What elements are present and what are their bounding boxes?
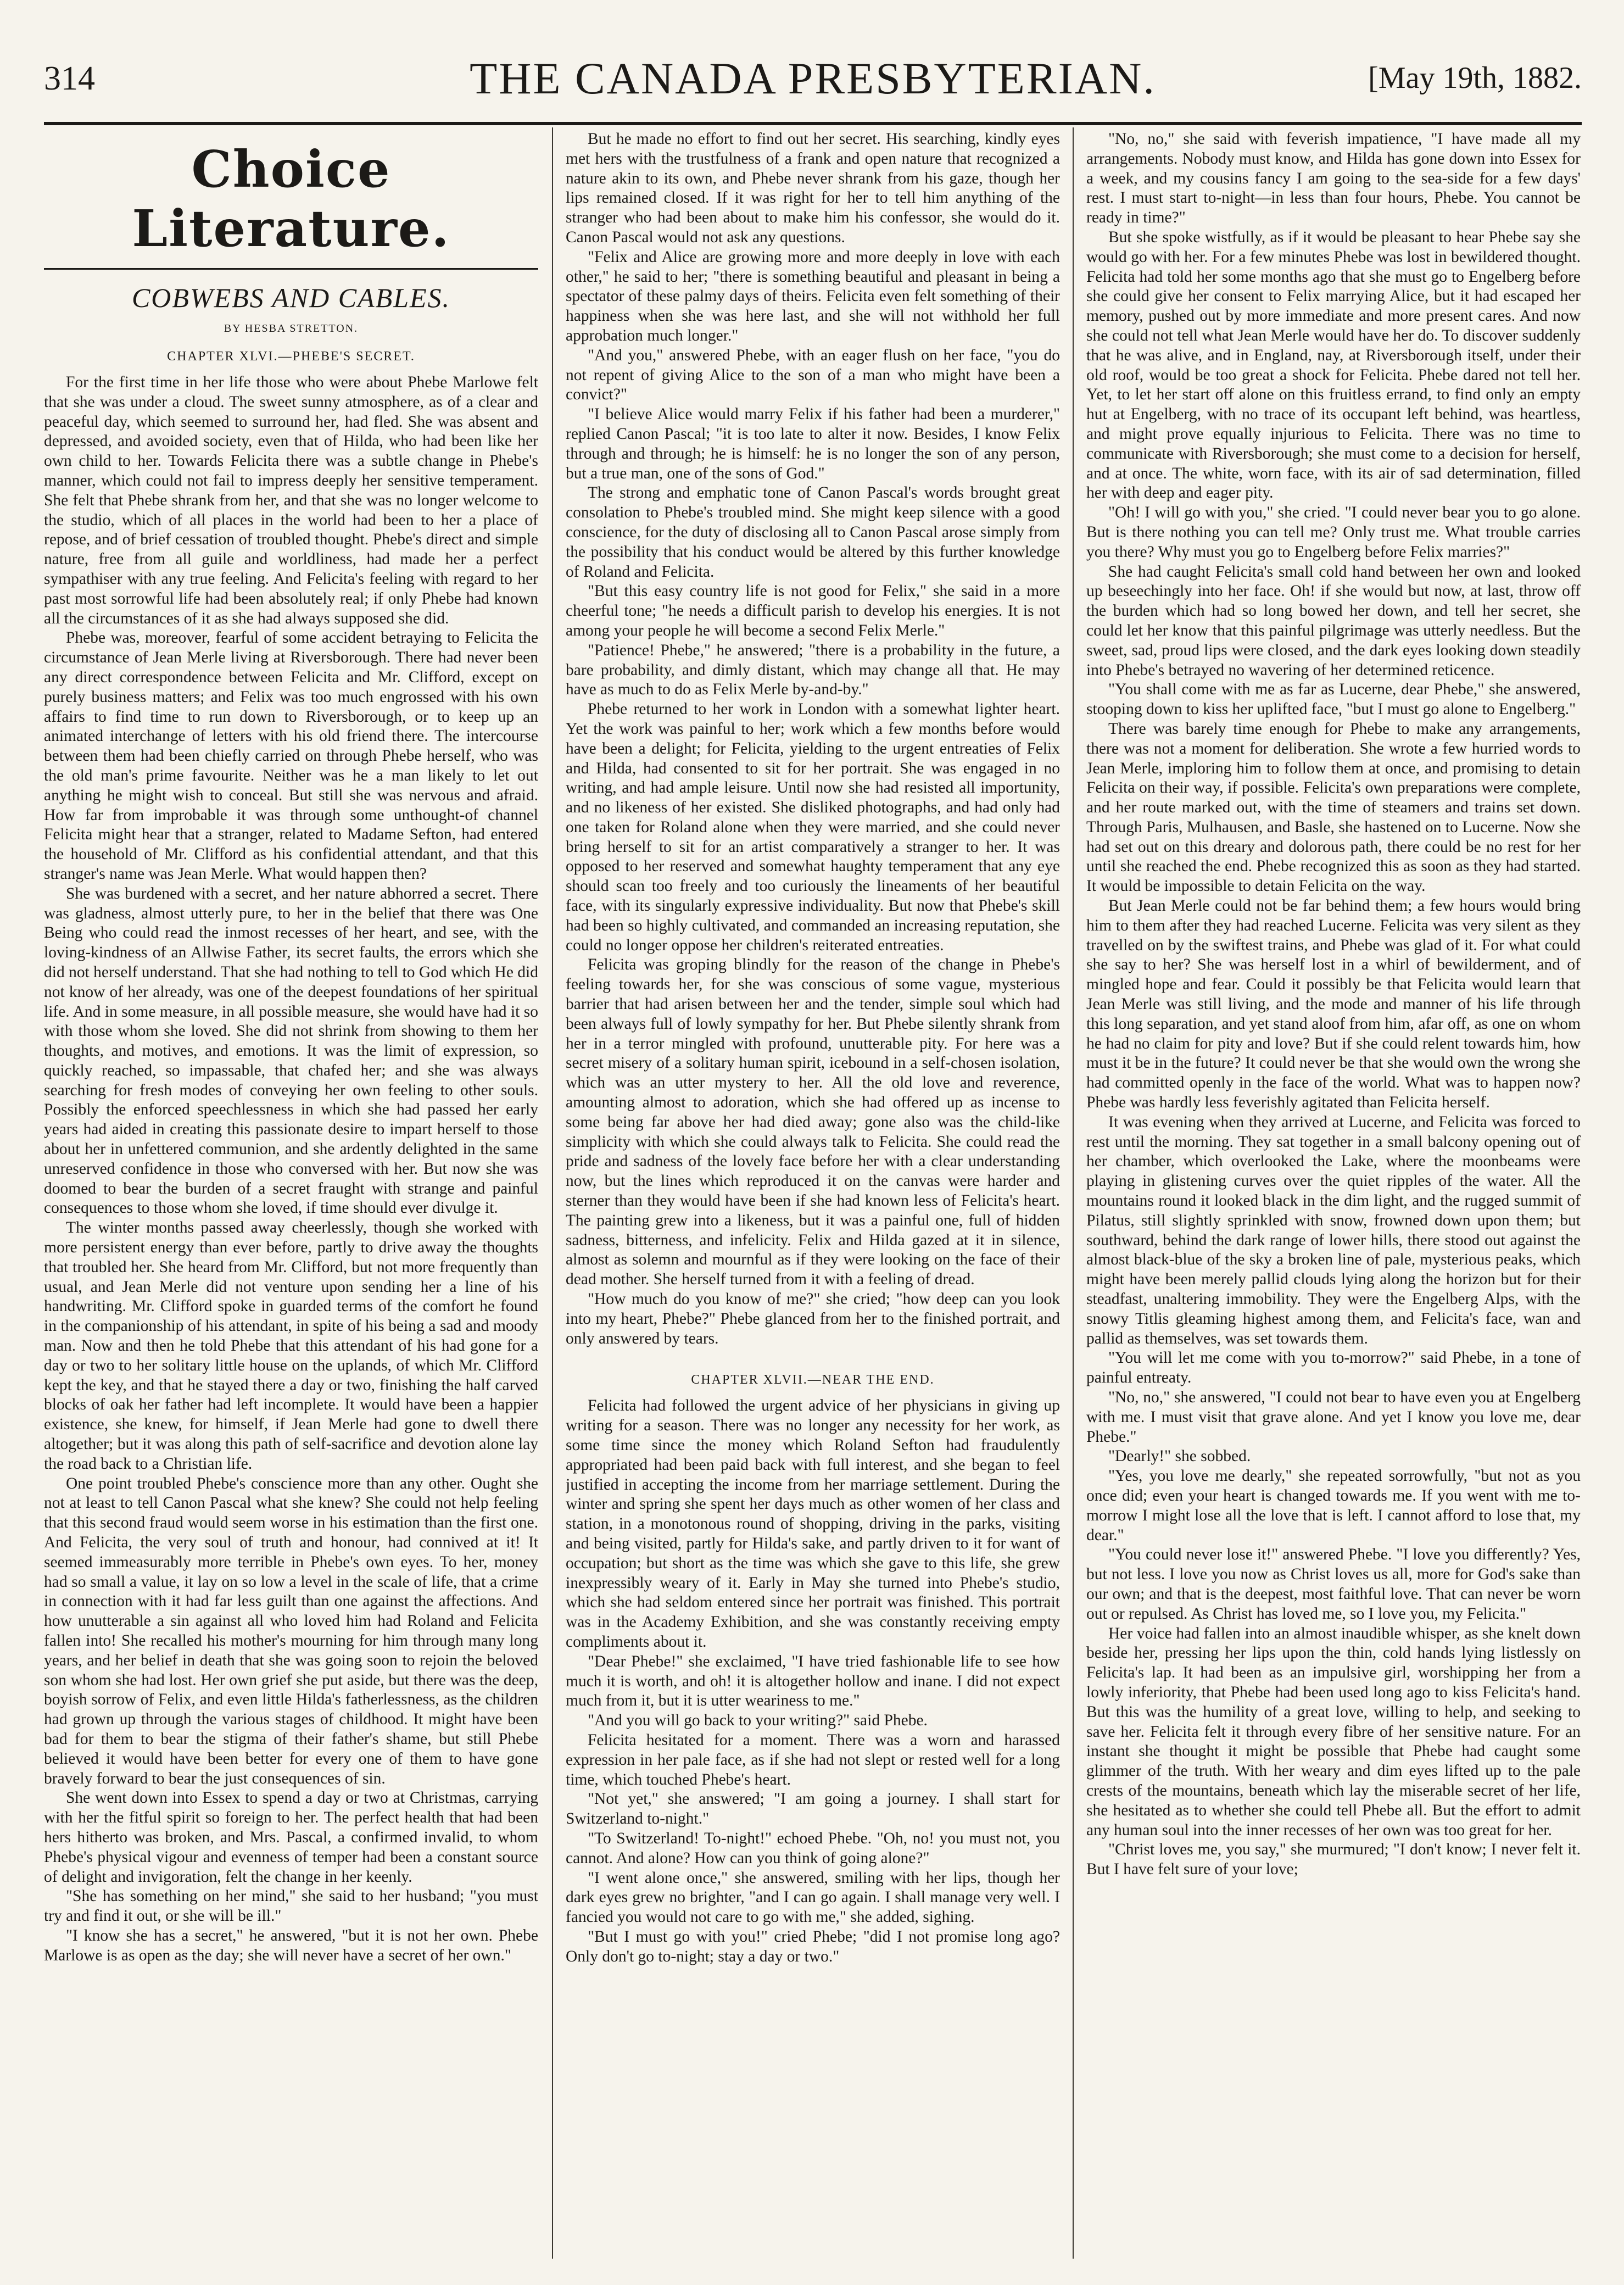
paragraph: Felicita hesitated for a moment. There was a worn and harassed expression in her pale face, as if she had not slept or rested well for a long time, which touched Phebe's heart. [566,1731,1060,1788]
paragraph: But he made no effort to find out her secret. His searching, kindly eyes met hers with the trustfulness of a frank and open nature that recognized a nature akin to its own, and Phebe never shrank from his gaze, though her lips remained closed. If it was right for her to tell him anything of the stranger who had been about to make him his confessor, she would do it. Canon Pascal would not ask any questions. [566,130,1060,246]
paragraph: The winter months passed away cheerlessly, though she worked with more persistent energy than ever before, partly to drive away the thoughts that troubled her. She heard from Mr. Clifford, but not more frequently than usual, and Jean Merle did not venture upon sending her a line of his handwriting. Mr. Clifford spoke in guarded terms of the comfort he found in the companionship of his attendant, in spite of his being a sad and moody man. Now and then he told Phebe that this attendant of his had gone for a day or two to her solitary little house on the uplands, of which Mr. Clifford kept the key, and that he stayed there a day or two, finishing the half carved blocks of oak her father had left incomplete. It would have been a happier existence, she knew, for himself, if Jean Merle had gone to dwell there altogether; but it was along this path of self-sacrifice and devotion alone lay the road back to a Christian life. [44,1219,538,1473]
paragraph: "To Switzerland! To-night!" echoed Phebe. "Oh, no! you must not, you cannot. And alone? How can you think of going alone?" [566,1829,1060,1867]
paragraph: "And you will go back to your writing?" said Phebe. [588,1712,928,1730]
byline: BY HESBA STRETTON. [224,322,359,335]
column-divider [552,127,553,2259]
paragraph: "I know she has a secret," he answered, "but it is not her own. Phebe Marlowe is as open as the day; she will never have a secret of her own." [44,1926,538,1964]
column-2 [566,130,1060,2261]
paragraph: "Not yet," she answered; "I am going a journey. I shall start for Switzerland to-night." [566,1790,1060,1828]
paragraph: "I went alone once," she answered, smiling with her lips, though her dark eyes grew no brighter, "and I can go again. I shall manage very well. I fancied you would not care to go with me," she added, sighing. [566,1869,1060,1926]
paragraph: "Felix and Alice are growing more and more deeply in love with each other," he said to her; "there is something beautiful and pleasant in being a spectator of these palmy days of theirs. Felicita even felt something of their happiness when she was here last, and she will not withhold her full approbation much longer." [566,248,1060,344]
paragraph: "Christ loves me, you say," she murmured; "I don't know; I never felt it. But I have felt sure of your love; [1086,1841,1581,1879]
page-number: 314 [44,60,95,97]
column-1 [44,130,538,2261]
paragraph: Her voice had fallen into an almost inaudible whisper, as she knelt down beside her, pressing her lips upon the thin, cold hands lying listlessly on Felicita's lap. It had been as an impulsive girl, worshipping her from a lowly inferiority, that Phebe had been used long ago to kiss Felicita's hand. But this was the humility of a great love, willing to help, and seeking to save her. Felicita felt it through every fibre of her sensitive nature. For an instant she thought it might be possible that Phebe had caught some glimmer of the truth. With her weary and dim eyes lifted up to the pale crests of the mountains, beneath which lay the miserable secret of her life, she hesitated as to whether she could tell Phebe all. But the effort to admit any human soul into the inner recesses of her own was too great for her. [1086,1624,1581,1839]
paragraph: It was evening when they arrived at Lucerne, and Felicita was forced to rest until the morning. They sat together in a small balcony opening out of her chamber, which overlooked the Lake, where the moonbeams were playing in glistening curves over the quiet ripples of the water. All the mountains round it looked black in the dim light, and the rugged summit of Pilatus, still slightly sprinkled with snow, frowned down upon them; but southward, behind the dark range of lower hills, there stood out against the almost black-blue of the sky a broken line of pale, mysterious peaks, which might have been merely pallid clouds lying along the horizon but for their steadfast, unaltering immobility. They were the Engelberg Alps, with the snowy Titlis gleaming highest among them, and Felicita's face, wan and pallid as themselves, was set towards them. [1086,1113,1581,1347]
paragraph: One point troubled Phebe's conscience more than any other. Ought she not at least to tell Canon Pascal what she knew? She could not help feeling that this second fraud would seem worse in his estimation than the first one. And Felicita, the very soul of truth and honour, had connived at it! It seemed immeasurably more terrible in Phebe's own eyes. To her, money had so small a value, it lay on so low a level in the scale of life, that a crime in connection with it had far less guilt than one against the affections. And how unutterable a sin against all who loved him had Roland and Felicita fallen into! She recalled his mother's mourning for him through many long years, and her belief in death that she was going soon to rejoin the beloved son whom she had lost. Her own grief she put aside, but there was the deep, boyish sorrow of Felix, and even little Hilda's fatherlessness, as the children had grown up through the various stages of childhood. It might have been bad for them to bear the stigma of their father's shame, but still Phebe believed it would have been better for every one of them to have gone bravely forward to bear the just consequences of sin. [44,1474,538,1787]
paragraph: "You could never lose it!" answered Phebe. "I love you differently? Yes, but not less. I love you now as Christ loves us all, more for God's sake than our own; and that is the deepest, most faithful love. That can never be worn out or repulsed. As Christ has loved me, so I love you, my Felicita." [1086,1546,1581,1623]
masthead [44,53,1582,113]
publication-title: THE CANADA PRESBYTERIAN. [470,53,1156,103]
paragraph: For the first time in her life those who were about Phebe Marlowe felt that she was under a cloud. The sweet sunny atmosphere, as of a clear and peaceful day, which seemed to surround her, had fled. She was absent and depressed, and avoided society, even that of Hilda, who had been like her own child to her. Towards Felicita there was a subtle change in Phebe's manner, which could not fail to impress deeply her sensitive temperament. She felt that Phebe shrank from her, and that she was no longer welcome to the studio, which of all places in the world had been to her a place of repose, and of brief cessation of troubled thought. Phebe's direct and simple nature, free from all guile and worldliness, had made her a perfect sympathiser with any true feeling. And Felicita's feeling with regard to her past most sorrowful life had been absolutely real; if only Phebe had known all the circumstances of it as she had always supposed she did. [44,374,538,627]
paragraph: But Jean Merle could not be far behind them; a few hours would bring him to them after they had reached Lucerne. Felicita was very silent as they travelled on by the swiftest trains, and Phebe was glad of it. For what could she say to her? She was herself lost in a whirl of bewilderment, and of mingled hope and fear. Could it possibly be that Felicita would learn that Jean Merle was still living, and the mode and manner of his life through this long separation, and yet stand aloof from him, afar off, as one on whom he had no claim for pity and love? But if she could relent towards him, how must it be in the future? It could never be that she would own the wrong she had committed openly in the face of the world. What was to happen now? Phebe was hardly less feverishly agitated than Felicita herself. [1086,897,1581,1112]
issue-date: [May 19th, 1882. [1368,61,1582,95]
paragraph: "And you," answered Phebe, with an eager flush on her face, "you do not repent of giving Alice to the son of a man who might have been a convict?" [566,346,1060,404]
column-3 [1086,130,1581,2261]
story-title: COBWEBS AND CABLES. [131,282,451,313]
paragraph: "Oh! I will go with you," she cried. "I could never bear you to go alone. But is there nothing you can tell me? Only trust me. What trouble carries you there? Why must you go to Engelberg before Felix marries?" [1086,504,1581,561]
paragraph: She was burdened with a secret, and her nature abhorred a secret. There was gladness, almost utterly pure, to her in the belief that there was One Being who could read the inmost recesses of her heart, and see, with the loving-kindness of an Allwise Father, its secret faults, the errors which she did not herself understand. That she had nothing to tell to God which He did not know of her already, was one of the deepest foundations of her spiritual life. And in some measure, in all possible measure, she would have had it so with those whom she loved. She did not shrink from showing to them her thoughts, and motives, and emotions. It was the limit of expression, so quickly reached, so impassable, that chafed her; and she was always searching for fresh modes of conveying her own feeling to other souls. Possibly the enforced speechlessness in which she had passed her early years had aided in creating this passionate desire to impart herself to those about her in unfettered communion, and she ardently delighted in the same unreserved confidence in those who conversed with her. But now she was doomed to bear the burden of a secret fraught with strange and painful consequences to those whom she loved, if time should ever divulge it. [44,884,538,1217]
paragraph: "No, no," she said with feverish impatience, "I have made all my arrangements. Nobody must know, and Hilda has gone down into Essex for a week, and my cousins fancy I am going to the sea-side for a few days' rest. I must start to-night—in less than four hours, Phebe. You cannot be ready in time?" [1086,130,1581,227]
paragraph: She went down into Essex to spend a day or two at Christmas, carrying with her the fitful spirit so foreign to her. The perfect health that had been hers hitherto was broken, and Mrs. Pascal, a confirmed invalid, to whom Phebe's physical vigour and evenness of temper had been a constant source of delight and invigoration, felt the change in her keenly. [44,1789,538,1886]
paragraph: "No, no," she answered, "I could not bear to have even you at Engelberg with me. I must visit that grave alone. And yet I know you love me, dear Phebe." [1086,1389,1581,1446]
paragraph: "How much do you know of me?" she cried; "how deep can you look into my heart, Phebe?" Phebe glanced from her to the finished portrait, and only answered by tears. [566,1290,1060,1347]
paragraph: "Patience! Phebe," he answered; "there is a probability in the future, a bare probability, and dimly distant, which may change all that. He may have as much to do as Felix Merle by-and-by." [566,641,1060,699]
paragraph: "She has something on her mind," she said to her husband; "you must try and find it out, or she will be ill." [44,1887,538,1925]
chapter-heading: CHAPTER XLVI.—PHEBE'S SECRET. [167,349,415,364]
paragraph: "But I must go with you!" cried Phebe; "did I not promise long ago? Only don't go to-night; stay a day or two." [566,1927,1060,1965]
paragraph: Felicita was groping blindly for the reason of the change in Phebe's feeling towards her, for she was conscious of some vague, mysterious barrier that had arisen between her and the tender, simple soul which had been always full of lowly sympathy for her. But Phebe silently shrank from her in a terror mingled with profound, unutterable pity. For here was a secret misery of a solitary human spirit, icebound in a self-chosen isolation, which was an utter mystery to her. All the old love and reverence, amounting almost to adoration, which she had offered up as incense to some being far above her had died away; gone also was the child-like simplicity with which she could always talk to Felicita. She could read the pride and sadness of the lovely face before her with a clear understanding now, but the lines which reproduced it on the canvas were harder and sterner than they would have been if she had known less of Felicita's heart. The painting grew into a likeness, but it was a painful one, full of hidden sadness, bitterness, and infelicity. Felix and Hilda gazed at it in silence, almost as solemn and mournful as if they were looking on the face of their dead mother. She herself turned from it with a feeling of dread. [566,956,1060,1289]
paragraph: But she spoke wistfully, as if it would be pleasant to hear Phebe say she would go with her. For a few minutes Phebe was lost in bewildered thought. Felicita had told her some months ago that she must go to Engelberg before she could give her consent to Felix marrying Alice, but it had escaped her memory, pushed out by more immediate and more present cares. And now she could not tell what Jean Merle would have her do. To discover suddenly that he was alive, and in England, nay, at Riversborough itself, under their old roof, would be too great a shock for Felicita. Phebe dared not tell her. Yet, to let her start off alone on this fruitless errand, to find only an empty hut at Engelberg, with no trace of its occupant left behind, was heartless, and might prove equally injurious to Felicita. There was no time to communicate with Riversborough; she must come to a decision for herself, and at once. The white, worn face, with its air of sad determination, filled her with deep and eager pity. [1086,228,1581,502]
chapter-heading: CHAPTER XLVII.—NEAR THE END. [691,1373,935,1387]
paragraph: "Yes, you love me dearly," she repeated sorrowfully, "but not as you once did; even your heart is changed towards me. If you went with me to-morrow I might lose all the love that is left. I cannot afford to lose that, my dear." [1086,1467,1581,1544]
section-heading: Choice Literature. [132,140,450,258]
paragraph: "Dearly!" she sobbed. [1108,1447,1251,1465]
paragraph: Phebe returned to her work in London with a somewhat lighter heart. Yet the work was painful to her; work which a few months before would have been a delight; for Felicita, yielding to the urgent entreaties of Felix and Hilda, had consented to sit for her portrait. She was engaged in no writing, and had ample leisure. Until now she had resisted all importunity, and no likeness of her existed. She disliked photographs, and had only had one taken for Roland alone when they were married, and she could never bring herself to sit for an artist comparatively a stranger to her. It was opposed to her reserved and somewhat haughty temperament that any eye should scan too freely and too curiously the lineaments of her beautiful face, with its singularly expressive individuality. But now that Phebe's skill had been so highly cultivated, and commanded an increasing reputation, she could no longer oppose her children's reiterated entreaties. [566,700,1060,954]
paragraph: "You will let me come with you to-morrow?" said Phebe, in a tone of painful entreaty. [1086,1349,1581,1387]
paragraph: "I believe Alice would marry Felix if his father had been a murderer," replied Canon Pascal; "it is too late to alter it now. Besides, I know Felix through and through; he is himself: he is no longer the son of any person, but a true man, one of the sons of God." [566,405,1060,482]
column-divider [1073,127,1074,2259]
paragraph: Phebe was, moreover, fearful of some accident betraying to Felicita the circumstance of Jean Merle living at Riversborough. There had never been any direct correspondence between Felicita and Mr. Clifford, except on purely business matters; and Felix was too much engrossed with his own affairs to find time to run down to Riversborough, or to keep up an animated interchange of letters with his old friend there. The intercourse between them had been chiefly carried on through Phebe herself, who was the old man's prime favourite. Neither was he a man likely to let out anything he might wish to conceal. But still she was nervous and afraid. How far from improbable it was through some unthought-of channel Felicita might hear that a stranger, related to Madame Sefton, had entered the household of Mr. Clifford as his confidential attendant, and that this stranger's name was Jean Merle. What would happen then? [44,629,538,883]
paragraph: "But this easy country life is not good for Felix," she said in a more cheerful tone; "he needs a difficult parish to develop his energies. It is not among your people he will become a second Felix Merle." [566,582,1060,639]
paragraph: "Dear Phebe!" she exclaimed, "I have tried fashionable life to see how much it is worth, and oh! it is altogether hollow and inane. I did not expect much from it, but it is utter weariness to me." [566,1652,1060,1710]
paragraph: "You shall come with me as far as Lucerne, dear Phebe," she answered, stooping down to kiss her uplifted face, "but I must go alone to Engelberg." [1086,681,1581,718]
paragraph: She had caught Felicita's small cold hand between her own and looked up beseechingly into her face. Oh! if she would but now, at last, throw off the burden which had so long bowed her down, and tell her secret, she could let her know that this painful pilgrimage was utterly needless. But the sweet, sad, proud lips were closed, and the dark eyes looking down steadily into Phebe's betrayed no wavering of her determined reticence. [1086,562,1581,679]
paragraph: The strong and emphatic tone of Canon Pascal's words brought great consolation to Phebe's troubled mind. She might keep silence with a good conscience, for the duty of disclosing all to Canon Pascal arose simply from the possibility that his conduct would be altered by this further knowledge of Roland and Felicita. [566,484,1060,581]
paragraph: Felicita had followed the urgent advice of her physicians in giving up writing for a season. There was no longer any necessity for her work, as some time since the money which Roland Sefton had fraudulently appropriated had been paid back with full interest, and she began to feel justified in accepting the income from her marriage settlement. During the winter and spring she spent her days much as other women of her class and station, in a monotonous round of shopping, driving in the parks, visiting and being visited, partly for Hilda's sake, and partly driven to it for want of occupation; but short as the time was which she gave to this life, she grew inexpressibly weary of it. Early in May she turned into Phebe's studio, which she had seldom entered since her portrait was finished. This portrait was in the Academy Exhibition, and she was constantly receiving empty compliments about it. [566,1397,1060,1651]
section-rule [44,268,538,270]
masthead-rule [44,122,1582,125]
paragraph: There was barely time enough for Phebe to make any arrangements, there was not a moment for deliberation. She wrote a few hurried words to Jean Merle, imploring him to follow them at once, and promising to detain Felicita on their way, if possible. Felicita's own preparations were complete, and her route marked out, with the time of steamers and trains set down. Through Paris, Mulhausen, and Basle, she hastened on to Lucerne. Now she had set out on this dreary and dolorous path, there could be no rest for her until she reached the end. Phebe recognized this as soon as they had started. It would be impossible to detain Felicita on the way. [1086,720,1581,895]
